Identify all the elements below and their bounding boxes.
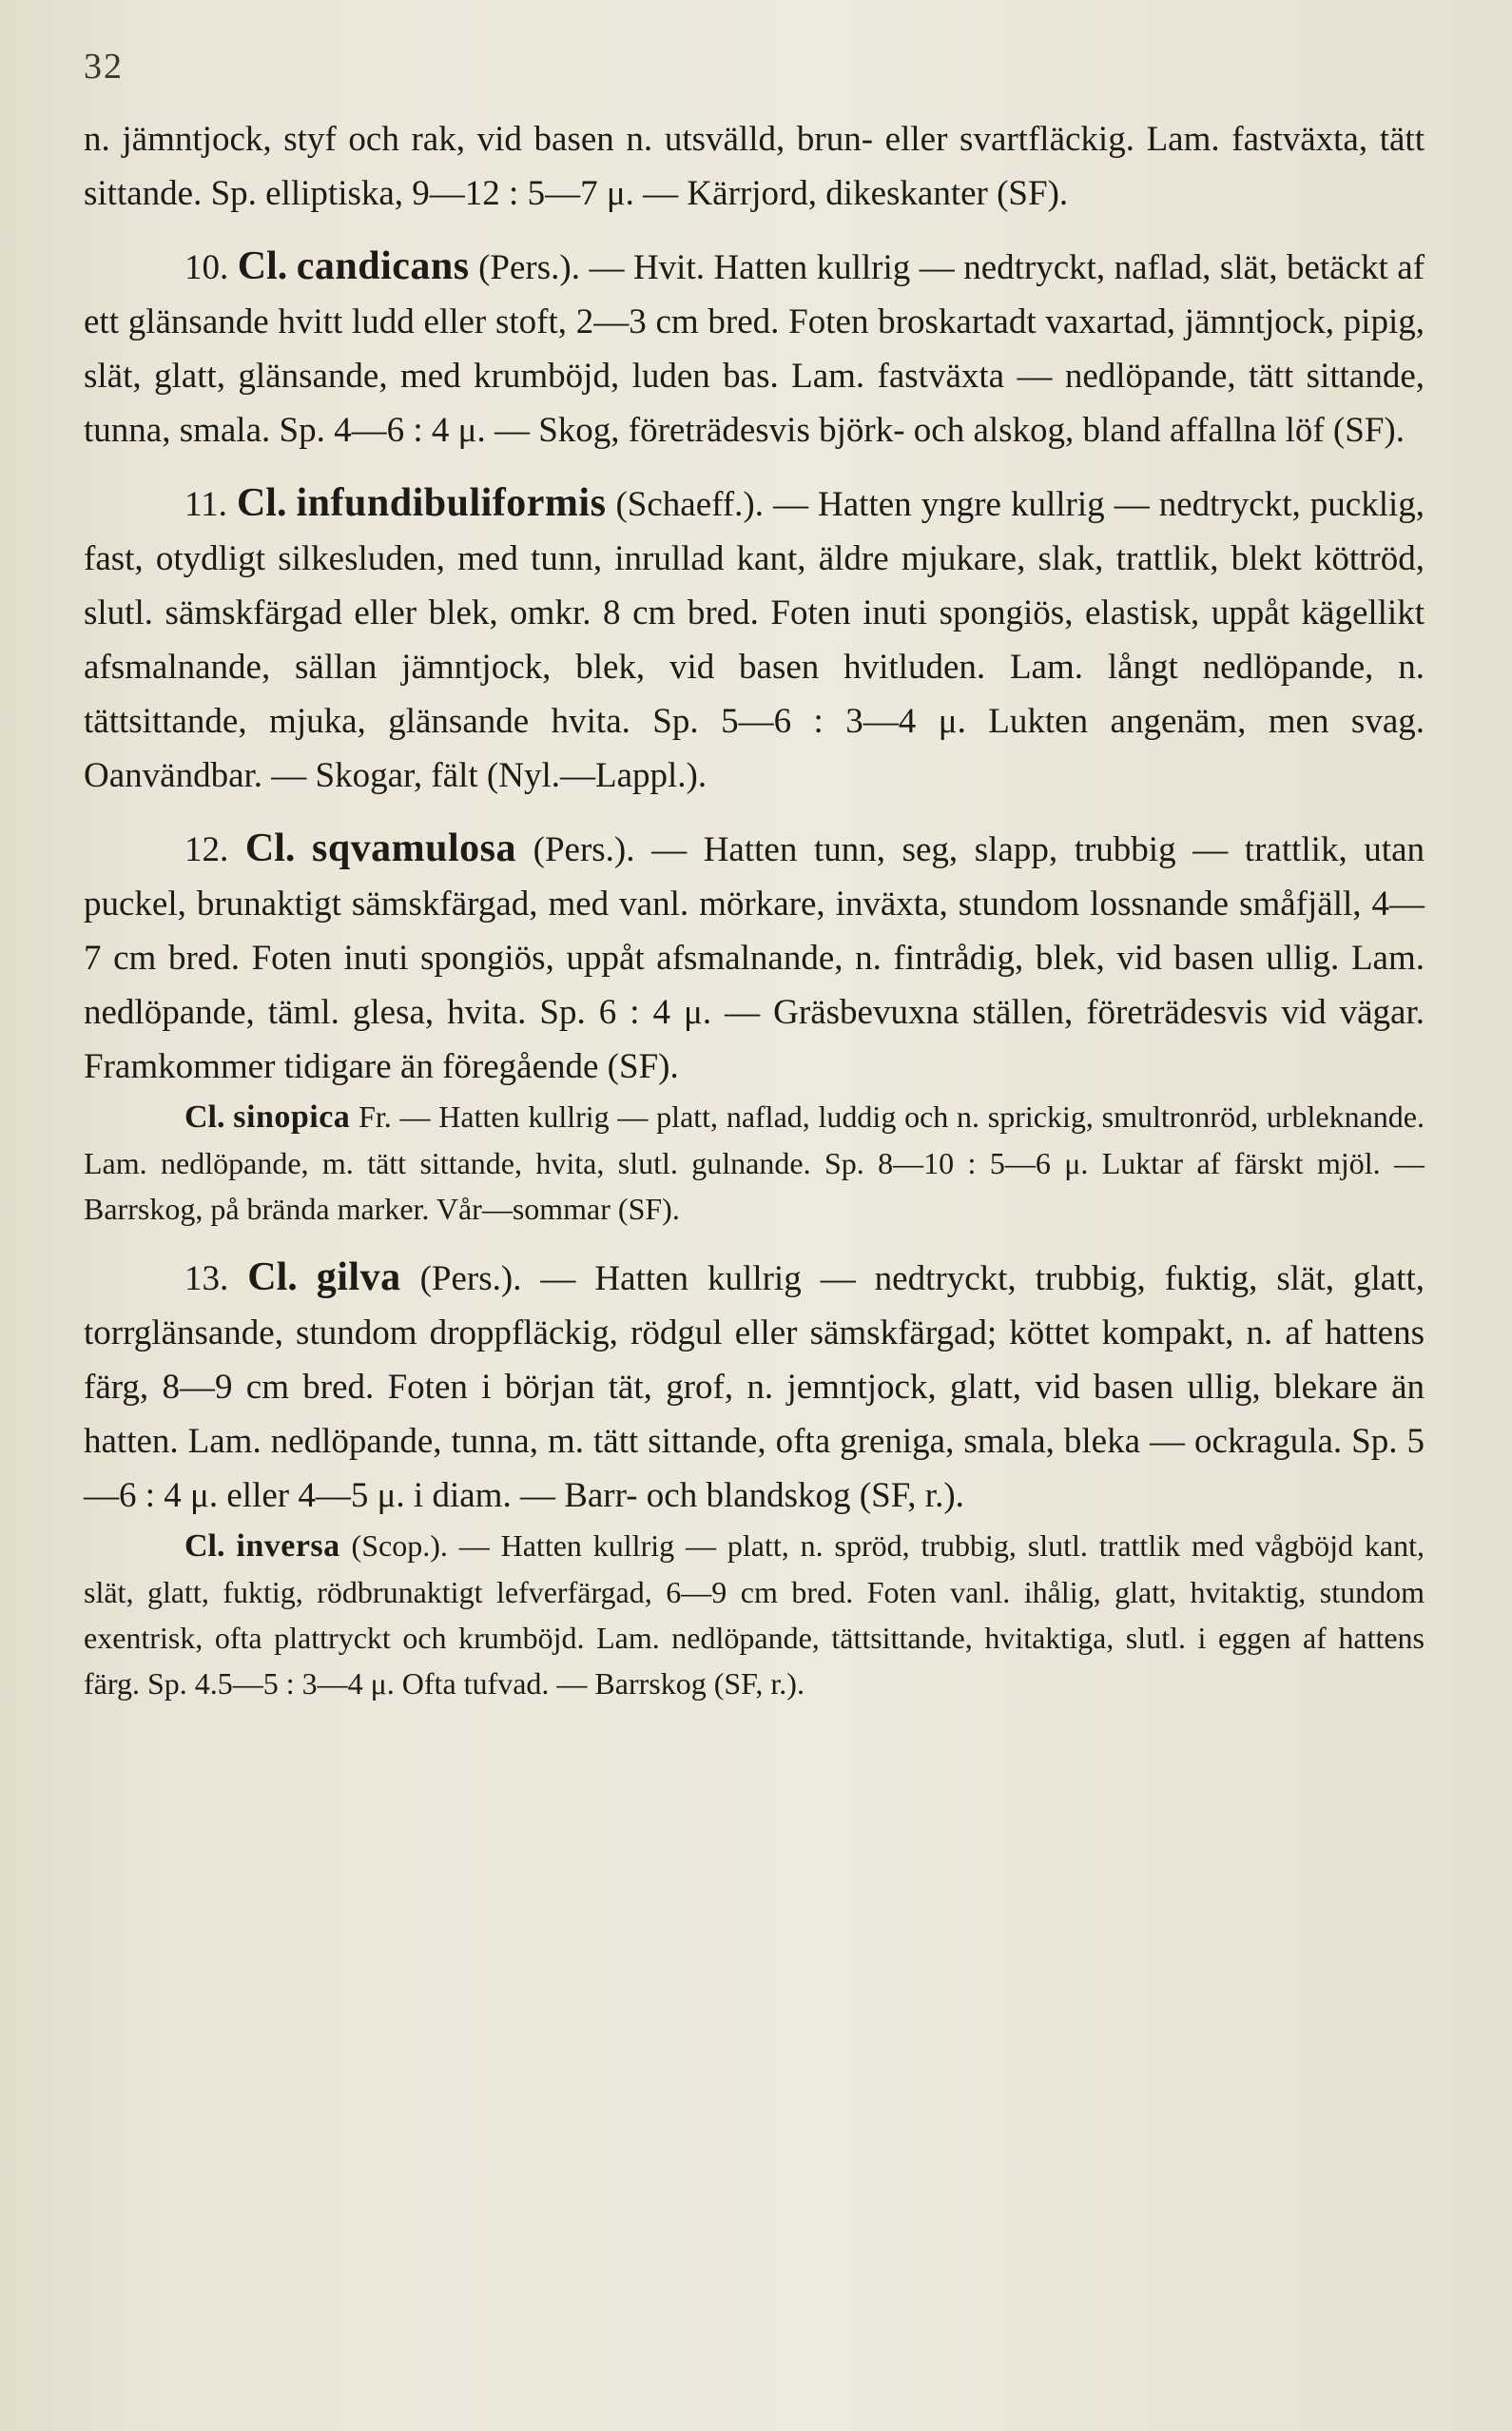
entry-species: inversa xyxy=(236,1528,340,1564)
page-text xyxy=(84,112,1425,1706)
entry-infundibuliformis xyxy=(84,476,1425,803)
entry-sqvamulosa xyxy=(84,822,1425,1094)
entry-genus: Cl. xyxy=(247,1255,298,1299)
entry-species: sinopica xyxy=(233,1099,351,1135)
entry-genus: Cl. xyxy=(244,827,296,870)
entry-species: candicans xyxy=(296,244,470,288)
entry-genus: Cl. xyxy=(184,1099,225,1135)
entry-number: 11. xyxy=(184,485,227,524)
entry-number: 13. xyxy=(184,1259,229,1298)
entry-number: 10. xyxy=(184,248,229,287)
entry-description: (Schaeff.). — Hatten yngre kullrig — nedtryckt, pucklig, fast, otydligt silkesluden, med tunn, inrullad kant, äldre mjukare, slak, trattlik, blekt köttröd, slutl. sämskfärgad eller blek, omkr. 8 cm bred. Foten inuti spongiös, elastisk, uppåt kägellikt afsmalnande, sällan jämntjock, blek, vid basen hvitluden. Lam. långt nedlöpande, n. tättsittande, mjuka, glänsande hvita. Sp. 5—6 : 3—4 μ. Lukten angenäm, men svag. Oanvändbar. — Skogar, fält (Nyl.—Lappl.). xyxy=(84,485,1425,795)
entry-candicans xyxy=(84,240,1425,457)
page-number: 32 xyxy=(84,47,124,87)
entry-species: gilva xyxy=(316,1255,401,1299)
entry-gilva xyxy=(84,1251,1425,1523)
continuation-paragraph: n. jämntjock, styf och rak, vid basen n. utsvälld, brun- eller svartfläckig. Lam. fastväxta, tätt sittande. Sp. elliptiska, 9—12 : 5—7 μ. — Kärrjord, dikeskanter (SF). xyxy=(84,120,1425,213)
entry-species: infundibuliformis xyxy=(296,481,607,525)
entry-genus: Cl. xyxy=(236,481,287,525)
entry-description: (Scop.). — Hatten kullrig — platt, n. spröd, trubbig, slutl. trattlik med vågböjd kant, slät, glatt, fuktig, rödbrunaktigt lefverfärgad, 6—9 cm bred. Foten vanl. ihålig, glatt, hvitaktig, stundom exentrisk, ofta plattryckt och krumböjd. Lam. nedlöpande, tättsittande, hvitaktiga, slutl. i eggen af hattens färg. Sp. 4.5—5 : 3—4 μ. Ofta tufvad. — Barrskog (SF, r.). xyxy=(84,1528,1425,1701)
entry-genus: Cl. xyxy=(184,1528,225,1564)
entry-sinopica xyxy=(84,1094,1425,1232)
entry-species: sqvamulosa xyxy=(311,827,517,870)
entry-description: (Pers.). — Hatten kullrig — nedtryckt, trubbig, fuktig, slät, glatt, torrglänsande, stundom droppfläckig, rödgul eller sämskfärgad; köttet kompakt, n. af hattens färg, 8—9 cm bred. Foten i början tät, grof, n. jemntjock, glatt, vid basen ullig, blekare än hatten. Lam. nedlöpande, tunna, m. tätt sittande, ofta greniga, smala, bleka — ockragula. Sp. 5—6 : 4 μ. eller 4—5 μ. i diam. — Barr- och blandskog (SF, r.). xyxy=(84,1259,1425,1515)
entry-description: (Pers.). — Hvit. Hatten kullrig — nedtryckt, naflad, slät, betäckt af ett glänsande hvitt ludd eller stoft, 2—3 cm bred. Foten broskartadt vaxartad, jämntjock, pipig, slät, glatt, glänsande, med krumböjd, luden bas. Lam. fastväxta — nedlöpande, tätt sittande, tunna, smala. Sp. 4—6 : 4 μ. — Skog, företrädesvis björk- och alskog, bland affallna löf (SF). xyxy=(84,248,1425,450)
entry-description: (Pers.). — Hatten tunn, seg, slapp, trubbig — trattlik, utan puckel, brunaktigt sämskfärgad, med vanl. mörkare, inväxta, stundom lossnande småfjäll, 4—7 cm bred. Foten inuti spongiös, uppåt afsmalnande, n. fintrådig, blek, vid basen ullig. Lam. nedlöpande, täml. glesa, hvita. Sp. 6 : 4 μ. — Gräsbevuxna ställen, företrädesvis vid vägar. Framkommer tidigare än föregående (SF). xyxy=(84,830,1425,1086)
entry-inversa xyxy=(84,1523,1425,1706)
entry-description: Fr. — Hatten kullrig — platt, naflad, luddig och n. sprickig, smultronröd, urbleknande. Lam. nedlöpande, m. tätt sittande, hvita, slutl. gulnande. Sp. 8—10 : 5—6 μ. Luktar af färskt mjöl. — Barrskog, på brända marker. Vår—sommar (SF). xyxy=(84,1099,1425,1226)
entry-genus: Cl. xyxy=(237,244,288,288)
entry-number: 12. xyxy=(184,830,229,869)
